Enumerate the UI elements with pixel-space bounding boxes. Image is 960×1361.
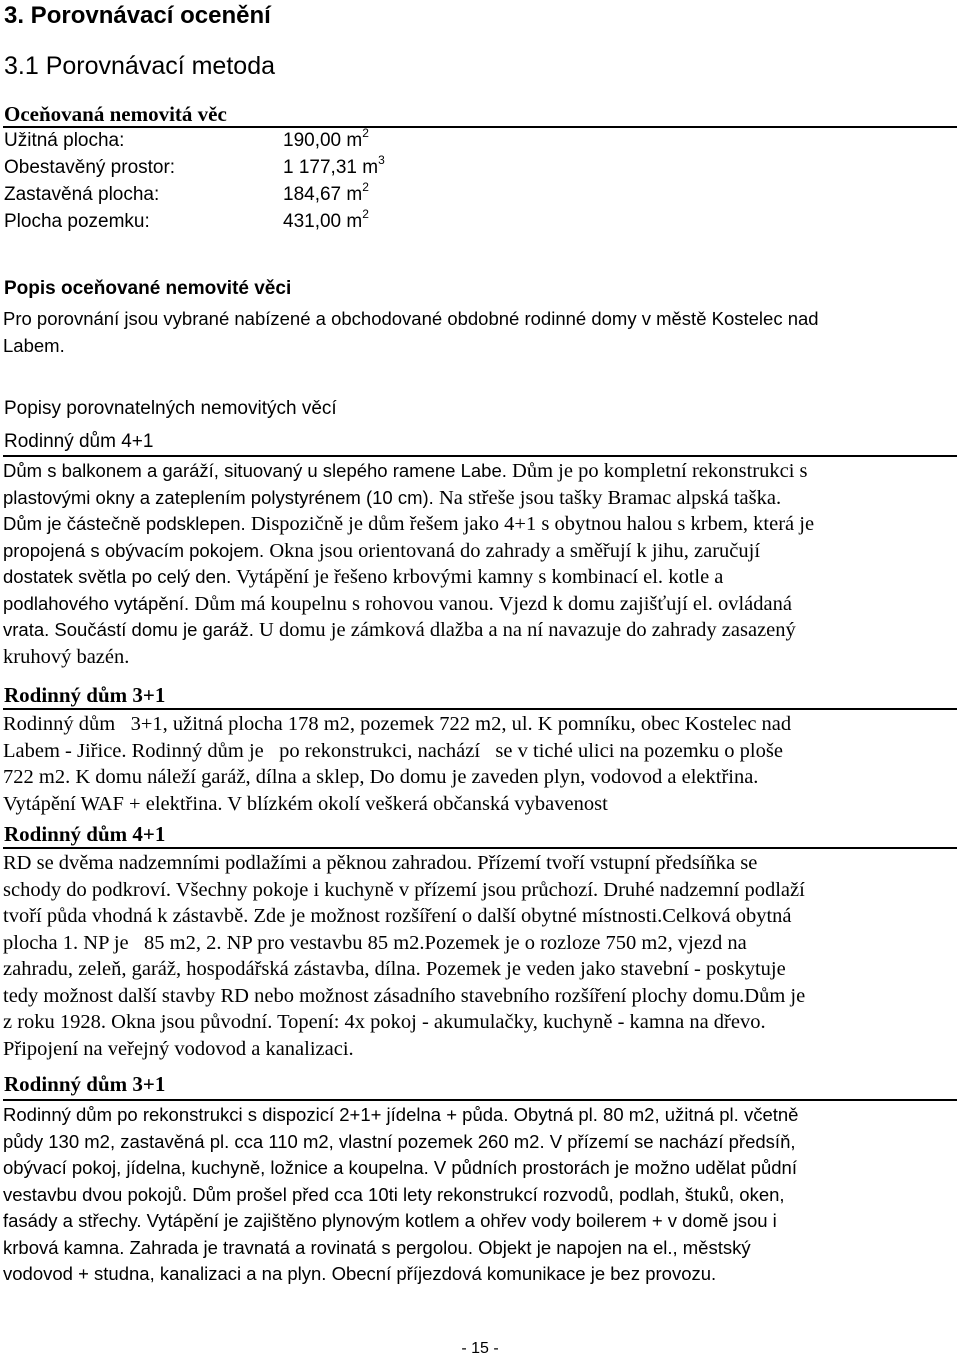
text-segment: Dům je po kompletní rekonstrukci s bbox=[506, 460, 808, 482]
text-segment: kotle a bbox=[663, 566, 724, 588]
text-line: Labem. bbox=[3, 334, 65, 356]
title-underline bbox=[3, 455, 957, 457]
text-line bbox=[3, 591, 957, 618]
text-line bbox=[3, 564, 957, 591]
text-segment: Okna jsou orientovaná do zahrady a směřují k jihu, zaručují bbox=[264, 539, 761, 562]
text-segment: vodovod + studna, kanalizaci a na plyn. Obecní příjezdová komunikace je bez provozu. bbox=[3, 1263, 717, 1284]
text-line bbox=[3, 764, 957, 791]
text-segment: Připojení na veřejný vodovod a kanalizaci. bbox=[3, 1037, 354, 1060]
text-line bbox=[3, 617, 957, 644]
title-underline bbox=[3, 1099, 957, 1101]
title-underline bbox=[3, 708, 957, 710]
text-segment: plastovými okny a zateplením polystyrénem (10 cm). bbox=[3, 486, 434, 508]
text-segment: Na střeše jsou tašky Bramac alpská taška. bbox=[433, 486, 782, 509]
title-underline bbox=[3, 847, 957, 849]
text-segment: Rodinný dům po rekonstrukci s dispozicí 2+1+ jídelna + půda. Obytná pl. 80 m2, užitná pl. včetně bbox=[3, 1104, 799, 1125]
text-line: Pro porovnání jsou vybrané nabízené a obchodované obdobné rodinné domy v městě Kostelec nad bbox=[3, 308, 819, 329]
text-segment: Součástí domu je garáž. bbox=[49, 619, 254, 640]
comparable-description bbox=[3, 711, 957, 817]
text-line bbox=[3, 1009, 957, 1036]
comparable-title: Rodinný dům 4+1 bbox=[4, 822, 166, 846]
parameter-label: Zastavěná plocha: bbox=[4, 184, 160, 205]
text-segment: půdy 130 m2, zastavěná pl. cca 110 m2, vlastní pozemek 260 m2. V přízemí se nachází předsíň, bbox=[3, 1130, 796, 1152]
comparable-title: Rodinný dům 3+1 bbox=[4, 683, 166, 707]
text-segment: kruhový bazén. bbox=[3, 645, 130, 668]
parameter-value: 190,00 $m^2$ bbox=[283, 126, 369, 151]
text-line bbox=[3, 485, 957, 512]
text-line bbox=[3, 738, 957, 765]
text-line bbox=[3, 1182, 957, 1209]
text-segment: podlahového vytápění. bbox=[3, 592, 190, 614]
subject-title: Oceňovaná nemovitá věc bbox=[4, 102, 227, 126]
text-line bbox=[3, 877, 957, 904]
text-line bbox=[3, 538, 957, 565]
text-line bbox=[3, 956, 957, 983]
comparables-title: Popisy porovnatelných nemovitých věcí bbox=[4, 398, 337, 419]
subsection-heading: 3.1 Porovnávací metoda bbox=[4, 52, 275, 80]
text-line bbox=[3, 930, 957, 957]
parameter-value: 431,00 $m^2$ bbox=[283, 207, 369, 232]
parameter-label: Obestavěný prostor: bbox=[4, 157, 176, 178]
text-segment: vrata. bbox=[3, 619, 50, 640]
page-number: - 15 - bbox=[461, 1340, 499, 1357]
text-segment: tedy možnost další stavby RD nebo možnost zásadního stavebního rozšíření plochy domu.Dům je bbox=[3, 984, 806, 1007]
text-segment: Dům je částečně podsklepen. bbox=[3, 513, 246, 534]
text-line bbox=[3, 791, 957, 818]
text-segment: obývací pokoj, jídelna, kuchyně, ložnice a koupelna. V půdních prostorách je možno udělat půdní bbox=[3, 1157, 797, 1178]
text-line bbox=[3, 644, 957, 671]
description-text bbox=[3, 306, 957, 359]
text-line bbox=[3, 1208, 957, 1235]
comparable-description bbox=[3, 850, 957, 1062]
text-segment: Vytápění je řešeno krbovými kamny s kombinací el. bbox=[231, 566, 664, 588]
text-line bbox=[3, 1036, 957, 1063]
text-segment: fasády a střechy. Vytápění je zajištěno plynovým kotlem a ohřev vody boilerem + v domě jsou i bbox=[3, 1210, 777, 1231]
text-line bbox=[3, 711, 957, 738]
parameter-value: 184,67 $m^2$ bbox=[283, 180, 369, 205]
text-line bbox=[3, 903, 957, 930]
text-line bbox=[3, 1261, 957, 1288]
text-segment: Dispozičně je dům řešem jako 4+1 s obytnou halou s krbem, která je bbox=[245, 513, 815, 535]
text-line bbox=[3, 1235, 957, 1262]
title-underline bbox=[3, 126, 957, 128]
text-line bbox=[3, 1102, 957, 1129]
text-segment: ovládaná bbox=[712, 592, 792, 615]
text-segment: z roku 1928. Okna jsou původní. Topení: 4x pokoj - akumulačky, kuchyně - kamna na dřevo. bbox=[3, 1011, 766, 1033]
parameter-value: 1 177,31 $m^3$ bbox=[283, 153, 385, 178]
parameter-label: Užitná plocha: bbox=[4, 130, 125, 151]
text-segment: schody do podkroví. Všechny pokoje i kuchyně v přízemí jsou průchozí. Druhé nadzemní podlaží bbox=[3, 878, 805, 901]
text-segment: Dům s balkonem a garáží, situovaný u slepého ramene Labe. bbox=[3, 460, 507, 481]
comparable-title: Rodinný dům 4+1 bbox=[4, 431, 154, 452]
text-segment: dostatek světla po celý den. bbox=[3, 566, 232, 587]
text-segment: U domu je zámková dlažba a na ní navazuje do zahrady zasazený bbox=[253, 619, 796, 641]
comparable-description bbox=[3, 458, 957, 670]
text-line bbox=[3, 458, 957, 485]
text-segment: zahradu, zeleň, garáž, hospodářská zástavba, dílna. Pozemek je veden jako stavební - poskytuje bbox=[3, 958, 786, 980]
text-segment: Vjezd k domu zajišťují el. bbox=[493, 592, 713, 615]
section-heading: 3. Porovnávací ocenění bbox=[4, 2, 271, 29]
text-line bbox=[3, 1155, 957, 1182]
text-segment: tvoří půda vhodná k zástavbě. Zde je možnost rozšíření o další obytné místnosti.Celková obytná bbox=[3, 905, 792, 927]
text-line bbox=[3, 983, 957, 1010]
text-line bbox=[3, 850, 957, 877]
comparable-title: Rodinný dům 3+1 bbox=[4, 1072, 166, 1096]
comparable-description bbox=[3, 1102, 957, 1288]
text-segment: Dům má koupelnu s rohovou vanou. bbox=[189, 592, 494, 615]
text-line bbox=[3, 511, 957, 538]
parameter-label: Plocha pozemku: bbox=[4, 211, 150, 232]
text-segment: Rodinný dům 3+1, užitná plocha 178 m2, pozemek 722 m2, ul. K pomníku, obec Kostelec nad bbox=[3, 713, 792, 735]
text-line bbox=[3, 1129, 957, 1156]
text-segment: vestavbu dvou pokojů. Dům prošel před cca 10ti lety rekonstrukcí rozvodů, podlah, štuků, oken, bbox=[3, 1183, 785, 1205]
text-segment: krbová kamna. Zahrada je travnatá a rovinatá s pergolou. Objekt je napojen na el., městský bbox=[3, 1236, 751, 1258]
text-segment: propojená s obývacím pokojem. bbox=[3, 539, 265, 561]
text-segment: plocha 1. NP je 85 m2, 2. NP pro vestavbu 85 m2.Pozemek je o rozloze 750 m2, vjezd na bbox=[3, 931, 747, 954]
text-segment: Labem - Jiřice. Rodinný dům je po rekonstrukci, nachází se v tiché ulici na pozemku o ploše bbox=[3, 739, 783, 762]
description-title: Popis oceňované nemovité věci bbox=[4, 278, 292, 299]
text-segment: Vytápění WAF + elektřina. V blízkém okolí veškerá občanská vybavenost bbox=[3, 792, 608, 815]
text-segment: 722 m2. K domu náleží garáž, dílna a sklep, Do domu je zaveden plyn, vodovod a elektřina. bbox=[3, 766, 759, 788]
text-segment: RD se dvěma nadzemními podlažími a pěknou zahradou. Přízemí tvoří vstupní předsíňka se bbox=[3, 852, 758, 874]
